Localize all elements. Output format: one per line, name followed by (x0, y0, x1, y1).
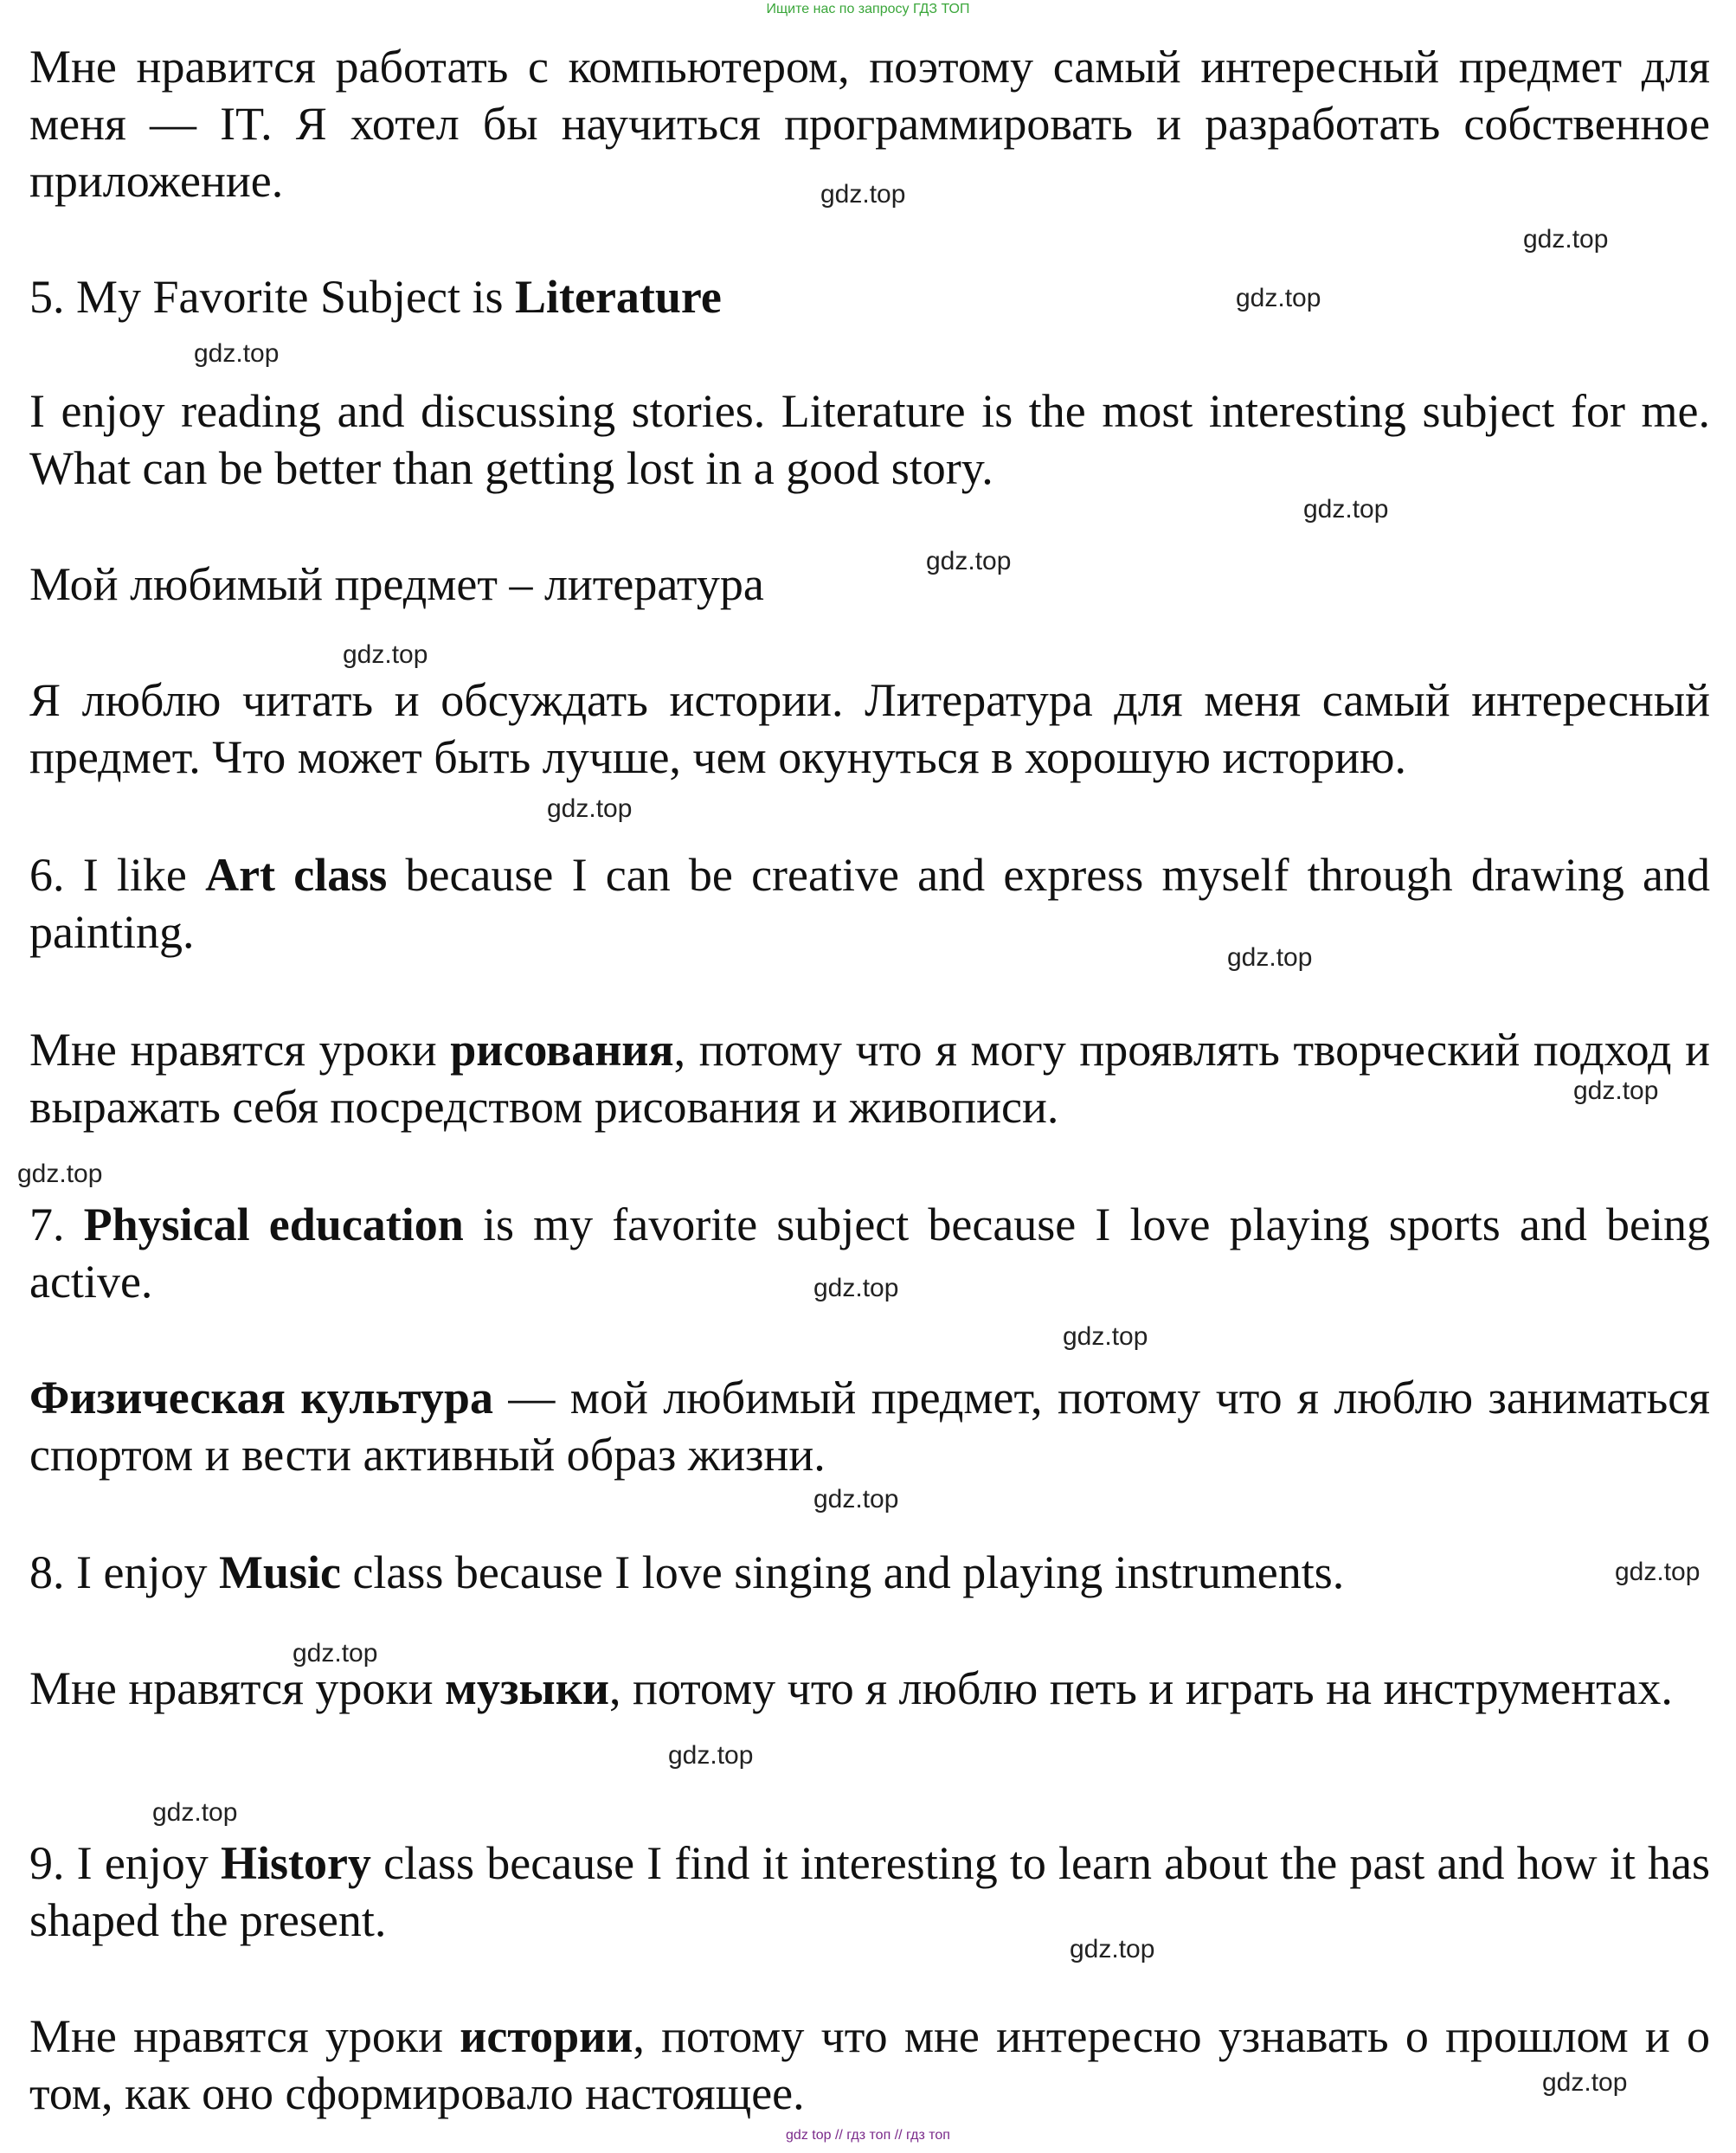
watermark: gdz.top (194, 339, 280, 368)
header-search-note: Ищите нас по запросу ГДЗ ТОП (766, 2, 970, 16)
watermark: gdz.top (668, 1741, 754, 1770)
watermark: gdz.top (1070, 1935, 1155, 1963)
watermark: gdz.top (1542, 2068, 1628, 2097)
watermark: gdz.top (1573, 1076, 1659, 1105)
paragraph-literature-en: I enjoy reading and discussing stories. Literature is the most interesting subject for me. What can be better than getting lost in a good story. (29, 385, 1710, 494)
heading-literature: 5. My Favorite Subject is Literature (29, 271, 722, 323)
paragraph-music-ru: Мне нравятся уроки музыки, потому что я люблю петь и играть на инструментах. (29, 1662, 1673, 1714)
watermark: gdz.top (17, 1160, 103, 1188)
paragraph-art-ru: Мне нравятся уроки рисования, потому что я могу проявлять творческий подход и выражать себя посредством рисования и живописи. (29, 1024, 1710, 1133)
watermark: gdz.top (1523, 225, 1609, 254)
watermark: gdz.top (1615, 1558, 1701, 1586)
paragraph-music-en: 8. I enjoy Music class because I love singing and playing instruments. (29, 1546, 1345, 1598)
paragraph-art-en: 6. I like Art class because I can be creative and express myself through drawing and painting. (29, 849, 1711, 958)
paragraph-history-en: 9. I enjoy History class because I find it interesting to learn about the past and how it has shaped the present. (29, 1837, 1710, 1946)
paragraph-literature-ru: Я люблю читать и обсуждать истории. Литература для меня самый интересный предмет. Что может быть лучше, чем окунуться в хорошую историю. (29, 674, 1710, 783)
paragraph-pe-en: 7. Physical education is my favorite subject because I love playing sports and being active. (29, 1199, 1710, 1308)
watermark: gdz.top (820, 180, 906, 209)
watermark: gdz.top (1063, 1322, 1148, 1351)
watermark: gdz.top (813, 1485, 899, 1514)
watermark: gdz.top (1227, 943, 1313, 972)
watermark: gdz.top (1303, 495, 1389, 524)
watermark: gdz.top (813, 1274, 899, 1302)
footer-note: gdz top // гдз топ // гдз топ (786, 2128, 950, 2143)
watermark: gdz.top (926, 547, 1012, 575)
watermark: gdz.top (1236, 284, 1321, 312)
watermark: gdz.top (547, 794, 633, 823)
watermark: gdz.top (152, 1798, 238, 1827)
paragraph-pe-ru: Физическая культура — мой любимый предмет, потому что я люблю заниматься спортом и вести активный образ жизни. (29, 1372, 1711, 1481)
paragraph-history-ru: Мне нравятся уроки истории, потому что мне интересно узнавать о прошлом и о том, как оно сформировало настоящее. (29, 2010, 1710, 2119)
paragraph-it-ru: Мне нравится работать с компьютером, поэтому самый интересный предмет для меня — IT. Я хотел бы научиться программировать и разработать собственное приложение. (29, 41, 1710, 207)
heading-literature-ru: Мой любимый предмет – литература (29, 558, 764, 610)
watermark: gdz.top (293, 1639, 378, 1668)
watermark: gdz.top (343, 640, 428, 669)
